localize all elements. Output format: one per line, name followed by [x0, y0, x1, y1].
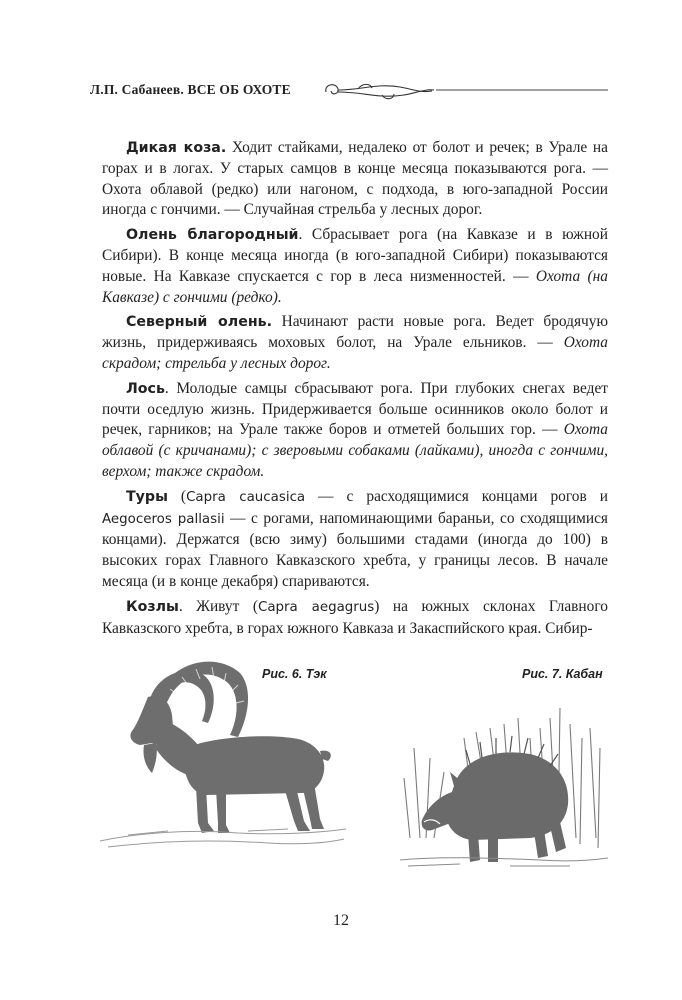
page-number: 12 [333, 912, 349, 929]
paragraph-red-deer [102, 225, 608, 308]
paragraph-goats [102, 597, 608, 640]
paragraph-italic: Охота скрадом; стрельба у лесных дорог. [102, 334, 608, 372]
article-body [102, 138, 608, 643]
figure-ibex-illustration [98, 653, 348, 853]
paragraph-tur [102, 487, 608, 593]
paragraph-text: ( [167, 487, 187, 505]
term-goats: Козлы [126, 598, 179, 615]
figure-7-caption: Рис. 7. Кабан [522, 667, 603, 681]
paragraph-text: ) на южных склонах Главного Кавказского хребта, в горах южного Кавказа и Закаспийского края. Сибир- [102, 597, 608, 637]
term-tur: Туры [126, 488, 168, 505]
term-red-deer: Олень благородный [126, 227, 299, 244]
term-elk: Лось [126, 380, 165, 397]
latin-name: Aegoceros pallasii [102, 511, 225, 527]
latin-name: Capra caucasica [186, 489, 306, 505]
header-ornament-flourish [322, 77, 610, 105]
paragraph-wild-goat [102, 138, 608, 221]
paragraph-text: . Живут ( [178, 597, 258, 615]
paragraph-elk [102, 379, 608, 483]
paragraph-reindeer [102, 312, 608, 374]
paragraph-italic: Охота облавой (с кричанами); с зверовыми собаками (лайками), иногда с гончими, верхом; также скрадом. [102, 421, 608, 480]
paragraph-text: . Молодые самцы сбрасывают рога. При глубоких снегах ведет почти оседлую жизнь. Придерживается больше осинников около болот и речек, гарников; на Урале также боров и отметей больших гор. — [102, 379, 608, 439]
paragraph-text: . Сбрасывает рога (на Кавказе и в южной Сибири). В конце месяца иногда (в юго-западной Сибири) показываются новые. На Кавказе спускается с гор в леса низменностей. — [102, 226, 608, 285]
figure-6-caption: Рис. 6. Тэк [262, 667, 327, 681]
paragraph-italic: Охота (на Кавказе) с гончими (редко). [102, 267, 608, 306]
paragraph-text: — с рогами, напоминающими бараньи, со сходящимися концами). Держатся (всю зиму) большими стадами (иногда до 100) в высоких горах Главного Кавказского хребта, у границы лесов. В начале месяца (и в конце декабря) спариваются. [102, 509, 608, 590]
paragraph-text: Начинают расти новые рога. Ведет бродячую жизнь, придерживаясь моховых болот, на Урале ельников. — [102, 313, 608, 352]
term-reindeer: Северный олень. [126, 314, 272, 331]
page-header [90, 75, 610, 107]
paragraph-text: — с расходящимися концами рогов и [305, 487, 608, 505]
running-title: Л.П. Сабанеев. ВСЕ ОБ ОХОТЕ [90, 82, 291, 97]
paragraph-text: Ходит стайками, недалеко от болот и речек; в Урале на горах и в логах. У старых самцов в конце месяца показываются рога. — Охота облавой (редко) или нагоном, с подхода, в юго-западной России иногда с гончими. — Случайная стрельба у лесных дорог. [102, 139, 608, 219]
term-wild-goat: Дикая коза. [126, 140, 227, 156]
latin-name: Capra aegagrus [257, 599, 375, 615]
figure-boar-illustration [400, 688, 610, 870]
